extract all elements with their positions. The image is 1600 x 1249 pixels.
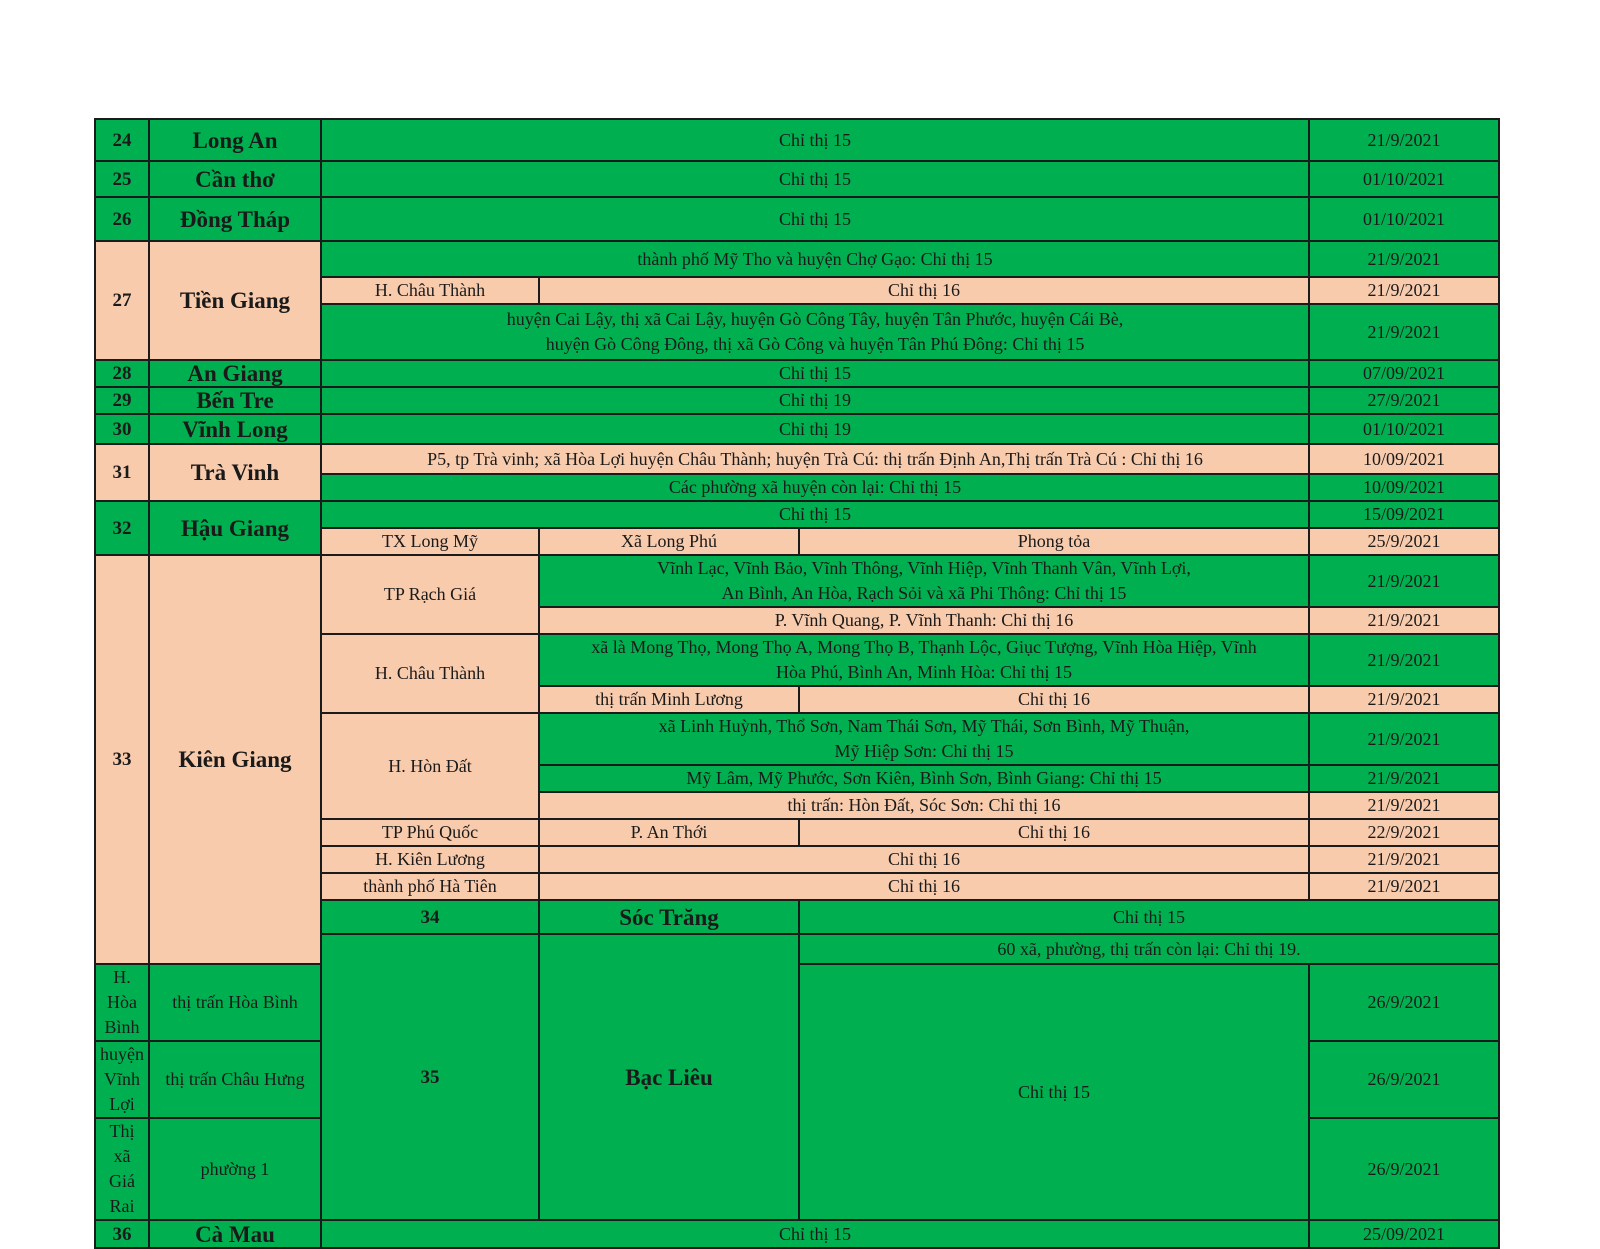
province-name: Trà Vinh <box>149 444 321 501</box>
row-number: 35 <box>321 934 539 1220</box>
date-cell: 21/9/2021 <box>1309 607 1499 634</box>
policy-cell: Chỉ thị 15 <box>799 900 1499 934</box>
date-cell: 10/09/2021 <box>1309 444 1499 474</box>
province-row-25 <box>95 161 1499 197</box>
policy-cell <box>539 555 1309 607</box>
province-row-33 <box>95 555 1499 607</box>
date-cell: 21/9/2021 <box>1309 873 1499 900</box>
date-cell: 26/9/2021 <box>1309 964 1499 1041</box>
date-cell: 26/9/2021 <box>1309 1118 1499 1220</box>
date-cell: 01/10/2021 <box>1309 197 1499 241</box>
date-cell: 15/09/2021 <box>1309 501 1499 528</box>
ward-cell: P. An Thới <box>539 819 799 846</box>
ward-cell: thị trấn Hòa Bình <box>149 964 321 1041</box>
date-cell: 21/9/2021 <box>1309 765 1499 792</box>
row-number: 36 <box>95 1220 149 1248</box>
province-name: Hậu Giang <box>149 501 321 555</box>
district-cell: H. Châu Thành <box>321 277 539 304</box>
date-cell: 25/9/2021 <box>1309 528 1499 555</box>
ward-cell: thị trấn Châu Hưng <box>149 1041 321 1118</box>
district-cell: H. Kiên Lương <box>321 846 539 873</box>
ward-cell: thị trấn Minh Lương <box>539 686 799 713</box>
province-row-32 <box>95 501 1499 528</box>
province-row-29 <box>95 387 1499 414</box>
district-cell: TX Long Mỹ <box>321 528 539 555</box>
policy-cell: Chỉ thị 15 <box>321 1220 1309 1248</box>
district-cell: H. Châu Thành <box>321 634 539 713</box>
province-name: Bạc Liêu <box>539 934 799 1220</box>
policy-cell: Chỉ thị 16 <box>539 277 1309 304</box>
province-row-27 <box>95 241 1499 277</box>
province-row-28 <box>95 360 1499 387</box>
date-cell: 21/9/2021 <box>1309 119 1499 161</box>
date-cell: 21/9/2021 <box>1309 846 1499 873</box>
date-cell: 21/9/2021 <box>1309 634 1499 686</box>
date-cell: 21/9/2021 <box>1309 241 1499 277</box>
province-row-26 <box>95 197 1499 241</box>
row-number: 31 <box>95 444 149 501</box>
date-cell: 21/9/2021 <box>1309 555 1499 607</box>
policy-cell: Chỉ thị 16 <box>799 686 1309 713</box>
policy-cell <box>321 304 1309 360</box>
province-name: Sóc Trăng <box>539 900 799 934</box>
province-row-36 <box>95 1220 1499 1248</box>
policy-cell: thị trấn: Hòn Đất, Sóc Sơn: Chỉ thị 16 <box>539 792 1309 819</box>
policy-cell: Chỉ thị 16 <box>539 846 1309 873</box>
policy-cell: Phong tỏa <box>799 528 1309 555</box>
policy-cell: Chỉ thị 15 <box>321 360 1309 387</box>
district-cell: huyện Vĩnh Lợi <box>95 1041 149 1118</box>
province-name: An Giang <box>149 360 321 387</box>
province-row-31 <box>95 444 1499 474</box>
date-cell: 25/09/2021 <box>1309 1220 1499 1248</box>
row-number: 27 <box>95 241 149 360</box>
policy-cell: Các phường xã huyện còn lại: Chỉ thị 15 <box>321 474 1309 501</box>
province-row-24 <box>95 119 1499 161</box>
ward-cell: Xã Long Phú <box>539 528 799 555</box>
row-number: 32 <box>95 501 149 555</box>
row-number: 26 <box>95 197 149 241</box>
province-name: Kiên Giang <box>149 555 321 964</box>
date-cell: 21/9/2021 <box>1309 713 1499 765</box>
policy-cell: 60 xã, phường, thị trấn còn lại: Chỉ thị 19. <box>799 934 1499 964</box>
policy-cell: Chỉ thị 15 <box>321 161 1309 197</box>
date-cell: 22/9/2021 <box>1309 819 1499 846</box>
province-name: Bến Tre <box>149 387 321 414</box>
policy-line: xã Linh Huỳnh, Thổ Sơn, Nam Thái Sơn, Mỹ Thái, Sơn Bình, Mỹ Thuận, <box>658 716 1190 736</box>
date-cell: 07/09/2021 <box>1309 360 1499 387</box>
policy-cell: Chỉ thị 16 <box>539 873 1309 900</box>
covid-directive-table <box>94 118 1500 1249</box>
district-cell: TP Phú Quốc <box>321 819 539 846</box>
row-number: 34 <box>321 900 539 934</box>
row-number: 28 <box>95 360 149 387</box>
policy-cell: Chỉ thị 19 <box>321 414 1309 444</box>
policy-cell: P. Vĩnh Quang, P. Vĩnh Thanh: Chỉ thị 16 <box>539 607 1309 634</box>
province-name: Đồng Tháp <box>149 197 321 241</box>
row-number: 30 <box>95 414 149 444</box>
policy-cell: thành phố Mỹ Tho và huyện Chợ Gạo: Chỉ thị 15 <box>321 241 1309 277</box>
policy-cell: Chỉ thị 19 <box>321 387 1309 414</box>
policy-cell <box>539 713 1309 765</box>
policy-cell: Chỉ thị 15 <box>321 501 1309 528</box>
policy-line: huyện Gò Công Đông, thị xã Gò Công và huyện Tân Phú Đông: Chỉ thị 15 <box>545 334 1085 354</box>
policy-cell: Chỉ thị 16 <box>799 819 1309 846</box>
policy-cell <box>539 634 1309 686</box>
row-number: 25 <box>95 161 149 197</box>
province-name: Cà Mau <box>149 1220 321 1248</box>
district-cell: thành phố Hà Tiên <box>321 873 539 900</box>
date-cell: 01/10/2021 <box>1309 414 1499 444</box>
province-name: Cần thơ <box>149 161 321 197</box>
policy-cell: P5, tp Trà vinh; xã Hòa Lợi huyện Châu Thành; huyện Trà Cú: thị trấn Định An,Thị trấn Trà Cú : Chỉ thị 16 <box>321 444 1309 474</box>
district-cell: Thị xã Giá Rai <box>95 1118 149 1220</box>
date-cell: 21/9/2021 <box>1309 277 1499 304</box>
ward-cell: phường 1 <box>149 1118 321 1220</box>
policy-cell: Mỹ Lâm, Mỹ Phước, Sơn Kiên, Bình Sơn, Bình Giang: Chỉ thị 15 <box>539 765 1309 792</box>
policy-cell: Chỉ thị 15 <box>321 119 1309 161</box>
policy-line: Mỹ Hiệp Sơn: Chỉ thị 15 <box>834 741 1014 761</box>
district-cell: H. Hòn Đất <box>321 713 539 819</box>
policy-line: huyện Cai Lậy, thị xã Cai Lậy, huyện Gò Công Tây, huyện Tân Phước, huyện Cái Bè, <box>506 309 1124 329</box>
province-name: Tiền Giang <box>149 241 321 360</box>
date-cell: 26/9/2021 <box>1309 1041 1499 1118</box>
policy-line: xã là Mong Thọ, Mong Thọ A, Mong Thọ B, Thạnh Lộc, Giục Tượng, Vĩnh Hòa Hiệp, Vĩnh <box>591 637 1257 657</box>
policy-cell: Chỉ thị 15 <box>799 964 1309 1220</box>
date-cell: 10/09/2021 <box>1309 474 1499 501</box>
row-number: 24 <box>95 119 149 161</box>
province-row-30 <box>95 414 1499 444</box>
date-cell: 27/9/2021 <box>1309 387 1499 414</box>
row-number: 33 <box>95 555 149 964</box>
policy-cell: Chỉ thị 15 <box>321 197 1309 241</box>
date-cell: 21/9/2021 <box>1309 686 1499 713</box>
province-name: Vĩnh Long <box>149 414 321 444</box>
date-cell: 21/9/2021 <box>1309 792 1499 819</box>
policy-line: Hòa Phú, Bình An, Minh Hòa: Chỉ thị 15 <box>776 662 1073 682</box>
policy-line: An Bình, An Hòa, Rạch Sỏi và xã Phi Thông: Chỉ thị 15 <box>721 583 1127 603</box>
district-cell: TP Rạch Giá <box>321 555 539 634</box>
policy-line: Vĩnh Lạc, Vĩnh Bảo, Vĩnh Thông, Vĩnh Hiệp, Vĩnh Thanh Vân, Vĩnh Lợi, <box>657 558 1191 578</box>
province-name: Long An <box>149 119 321 161</box>
date-cell: 01/10/2021 <box>1309 161 1499 197</box>
district-cell: H. Hòa Bình <box>95 964 149 1041</box>
row-number: 29 <box>95 387 149 414</box>
date-cell: 21/9/2021 <box>1309 304 1499 360</box>
